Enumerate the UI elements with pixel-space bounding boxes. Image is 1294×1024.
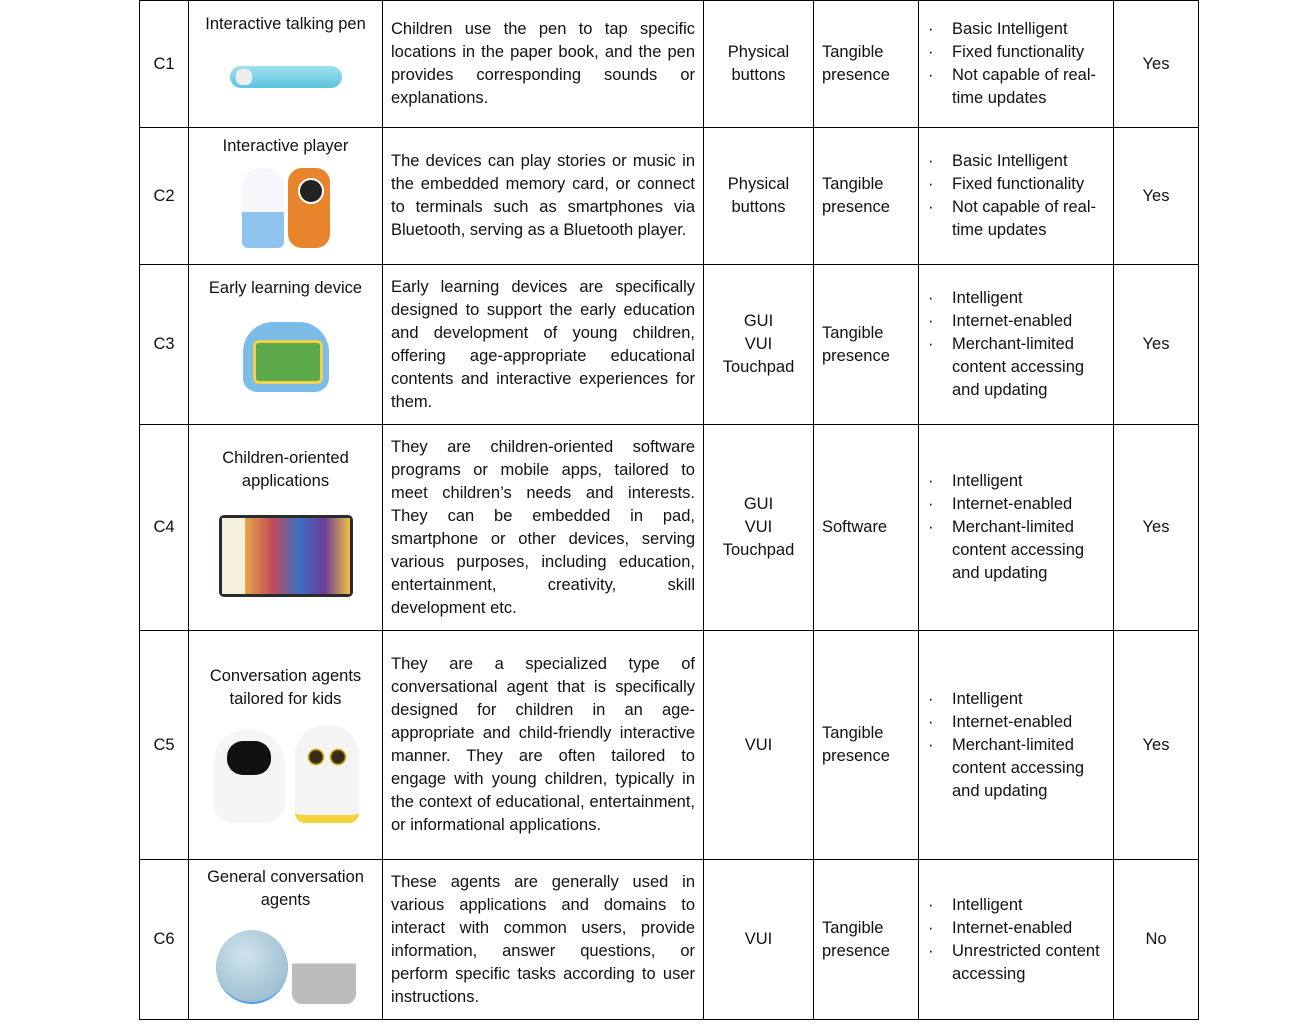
functionality-item: · Intelligent <box>919 470 1113 493</box>
form-cell <box>814 631 919 860</box>
functionality-item: · Fixed functionality <box>919 41 1113 64</box>
form-line: Software <box>822 518 888 536</box>
interaction-line: VUI <box>744 335 773 353</box>
functionality-cell <box>919 860 1114 1020</box>
form-line: presence <box>822 747 890 765</box>
description-text: They are children-oriented software programs or mobile apps, tailored to meet children’s needs and interests. They can be embedded in pad, smartphone or other devices, serving various purposes, including education, entertainment, creativity, skill development etc. <box>391 437 695 617</box>
table-row <box>140 631 1199 860</box>
interaction-cell <box>704 631 814 860</box>
functionality-item: · Unrestricted content accessing <box>919 940 1113 986</box>
row-id: C3 <box>140 265 189 425</box>
interaction-line: VUI <box>744 518 773 536</box>
description: The devices can play stories or music in the embedded memory card, or connect to terminals such as smartphones via Bluetooth, serving as a Bluetooth player. <box>383 128 704 265</box>
description: These agents are generally used in various applications and domains to interact with common users, provide information, answer questions, or perform specific tasks according to user instructions. <box>383 860 704 1020</box>
row-id: C2 <box>140 128 189 265</box>
tiger-player-icon <box>288 168 330 248</box>
suitable-cell: Yes <box>1114 128 1199 265</box>
interaction-cell <box>704 128 814 265</box>
form-line: presence <box>822 941 890 960</box>
children-app-tablet-image <box>219 515 353 597</box>
table-row <box>140 425 1199 631</box>
interaction-line: buttons <box>731 198 786 216</box>
functionality-cell <box>919 265 1114 425</box>
device-name: Children-oriented applications <box>222 449 349 490</box>
functionality-item: · Merchant-limited content accessing and updating <box>919 516 1113 585</box>
interaction-line: VUI <box>744 930 773 948</box>
device-name-cell <box>189 128 383 265</box>
functionality-item: · Not capable of real-time updates <box>919 64 1113 110</box>
functionality-item: · Intelligent <box>919 287 1113 310</box>
device-name: Conversation agents tailored for kids <box>209 667 362 708</box>
device-name: General conversation agents <box>207 868 364 909</box>
device-name: Interactive player <box>222 137 349 155</box>
form-line: Tangible <box>822 323 884 342</box>
form-cell <box>814 425 919 631</box>
description: They are a specialized type of conversational agent that is specifically designed for children in an age-appropriate and child-friendly interactive manner. They are often tailored to engage with young children, typically in the context of educational, entertainment, or informational applications. <box>383 631 704 860</box>
form-cell <box>814 860 919 1020</box>
early-learning-device-image <box>243 322 329 392</box>
talking-pen-image <box>230 66 342 88</box>
device-name-cell <box>189 631 383 860</box>
table-row <box>140 128 1199 265</box>
interactive-player-image <box>189 168 382 248</box>
form-line: presence <box>822 346 890 365</box>
interaction-cell <box>704 860 814 1020</box>
interaction-line: VUI <box>744 735 773 754</box>
functionality-cell <box>919 1 1114 128</box>
functionality-item: · Not capable of real-time updates <box>919 196 1113 242</box>
interaction-line: Touchpad <box>722 541 795 559</box>
description: Children use the pen to tap specific locations in the paper book, and the pen provides corresponding sounds or explanations. <box>383 1 704 128</box>
functionality-item: · Internet-enabled <box>919 917 1113 940</box>
device-name-cell <box>189 1 383 128</box>
smart-speakers-image <box>189 920 382 1004</box>
form-cell <box>814 128 919 265</box>
interaction-line: Physical <box>727 43 790 61</box>
suitable-cell: Yes <box>1114 1 1199 128</box>
functionality-item: · Basic Intelligent <box>919 150 1113 173</box>
device-name-cell <box>189 425 383 631</box>
device-name: Early learning device <box>208 279 363 297</box>
device-name: Interactive talking pen <box>205 15 366 33</box>
suitable-cell: Yes <box>1114 265 1199 425</box>
robot-agent-icon <box>213 729 285 823</box>
functionality-item: · Merchant-limited content accessing and updating <box>919 734 1113 803</box>
interaction-cell <box>704 1 814 128</box>
form-line: Tangible <box>822 175 884 193</box>
functionality-item: · Merchant-limited content accessing and updating <box>919 333 1113 402</box>
functionality-item: · Internet-enabled <box>919 493 1113 516</box>
functionality-cell <box>919 128 1114 265</box>
functionality-item: · Basic Intelligent <box>919 18 1113 41</box>
device-category-table <box>139 0 1199 1020</box>
kids-robot-agents-image <box>189 725 382 823</box>
table-row <box>140 1 1199 128</box>
form-line: presence <box>822 66 890 84</box>
functionality-item: · Intelligent <box>919 688 1113 711</box>
sphere-speaker-icon <box>216 930 288 1004</box>
functionality-item: · Internet-enabled <box>919 711 1113 734</box>
table-row <box>140 860 1199 1020</box>
suitable-cell: Yes <box>1114 631 1199 860</box>
device-name-cell <box>189 860 383 1020</box>
row-id: C6 <box>140 860 189 1020</box>
row-id: C5 <box>140 631 189 860</box>
suitable-cell: No <box>1114 860 1199 1020</box>
functionality-item: · Fixed functionality <box>919 173 1113 196</box>
form-line: presence <box>822 198 890 216</box>
rabbit-player-icon <box>242 168 284 248</box>
description <box>383 425 704 631</box>
interaction-line: GUI <box>743 312 774 330</box>
device-name-cell <box>189 265 383 425</box>
form-line: Tangible <box>822 43 884 61</box>
functionality-item: · Intelligent <box>919 894 1113 917</box>
interaction-cell <box>704 265 814 425</box>
table-row <box>140 265 1199 425</box>
suitable-cell: Yes <box>1114 425 1199 631</box>
form-line: Tangible <box>822 724 884 742</box>
functionality-item: · Internet-enabled <box>919 310 1113 333</box>
interaction-line: Touchpad <box>722 358 795 376</box>
description: Early learning devices are specifically designed to support the early education and development of young children, offering age-appropriate educational contents and interactive experiences for them. <box>383 265 704 425</box>
form-cell <box>814 265 919 425</box>
interaction-cell <box>704 425 814 631</box>
owl-agent-icon <box>295 725 359 823</box>
functionality-cell <box>919 425 1114 631</box>
functionality-cell <box>919 631 1114 860</box>
form-cell <box>814 1 919 128</box>
cylinder-speaker-icon <box>292 920 356 1004</box>
form-line: Tangible <box>822 918 884 937</box>
interaction-line: buttons <box>731 66 786 84</box>
row-id: C4 <box>140 425 189 631</box>
interaction-line: Physical <box>727 175 790 193</box>
row-id: C1 <box>140 1 189 128</box>
interaction-line: GUI <box>743 495 774 513</box>
